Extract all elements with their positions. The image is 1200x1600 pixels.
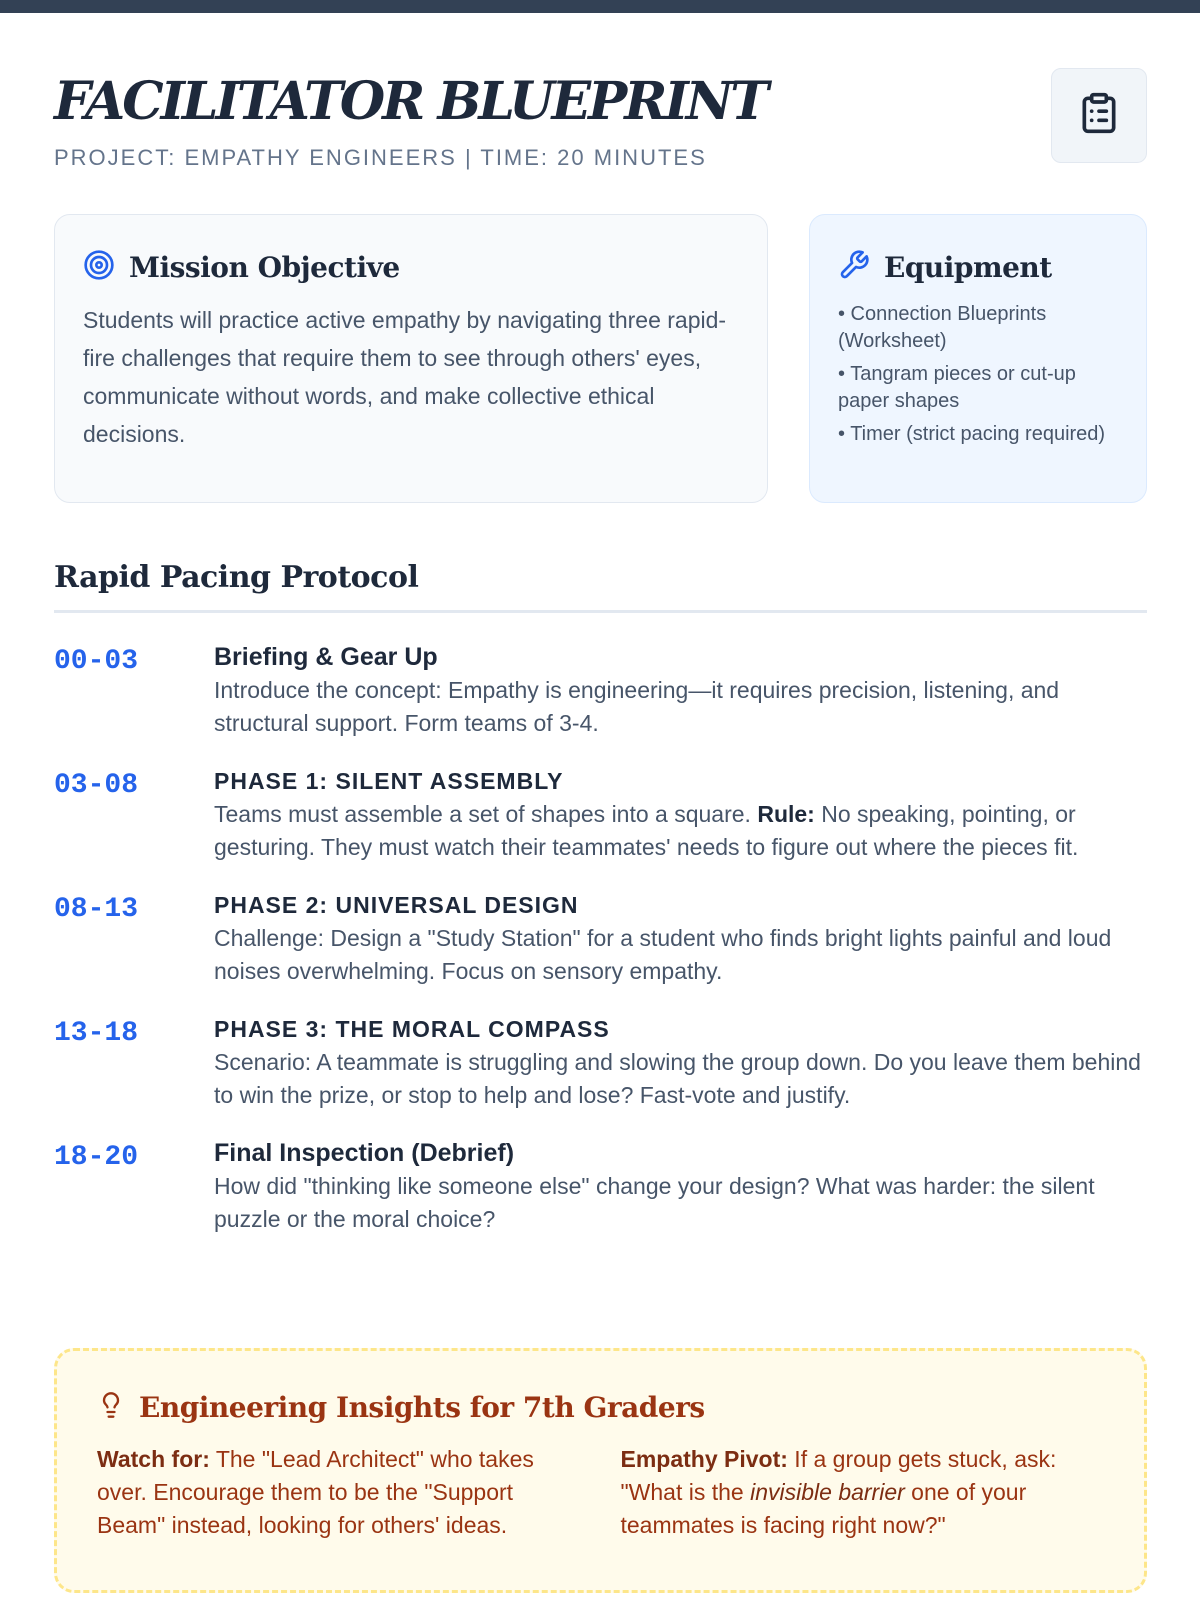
insight-watch-for — [97, 1443, 581, 1542]
equipment-title: Equipment — [884, 250, 1052, 284]
step-desc-text: Teams must assemble a set of shapes into a square. — [214, 801, 758, 827]
section-divider — [54, 610, 1147, 613]
protocol-title: Rapid Pacing Protocol — [54, 560, 419, 595]
insight-empathy-pivot — [621, 1443, 1105, 1542]
step-time: 00-03 — [54, 646, 139, 677]
insight-text: The "Lead Architect" who takes over. Encourage them to be the "Support Beam" instead, looking for others' ideas. — [97, 1446, 534, 1538]
timeline-step — [54, 640, 1147, 740]
step-title: PHASE 1: SILENT ASSEMBLY — [214, 768, 564, 794]
lightbulb-icon — [97, 1387, 125, 1428]
step-title: Final Inspection (Debrief) — [214, 1139, 515, 1167]
timeline-step — [54, 764, 1147, 864]
step-title: Briefing & Gear Up — [214, 643, 438, 671]
step-time: 03-08 — [54, 770, 139, 801]
page-header — [54, 70, 1147, 180]
insights-title: Engineering Insights for 7th Graders — [139, 1390, 705, 1424]
equipment-card — [809, 214, 1147, 503]
insight-emphasis: invisible barrier — [750, 1479, 905, 1505]
step-title: PHASE 2: UNIVERSAL DESIGN — [214, 892, 579, 918]
target-icon — [83, 249, 115, 286]
insight-text: one of your teammates is facing right now?" — [620, 1479, 1027, 1538]
step-time: 08-13 — [54, 894, 139, 925]
insight-label: Empathy Pivot: — [620, 1446, 788, 1472]
step-description: Scenario: A teammate is struggling and slowing the group down. Do you leave them behind to win the prize, or stop to help and lose? Fast-vote and justify. — [214, 1049, 1141, 1108]
insight-text: If a group gets stuck, ask: "What is the — [620, 1446, 1057, 1505]
step-time: 18-20 — [54, 1142, 139, 1173]
clipboard-icon — [1077, 88, 1121, 143]
equipment-item: • Connection Blueprints (Worksheet) — [838, 303, 1047, 352]
step-title: PHASE 3: THE MORAL COMPASS — [214, 1016, 610, 1042]
mission-objective-card — [54, 214, 768, 503]
step-description: How did "thinking like someone else" change your design? What was harder: the silent puzzle or the moral choice? — [214, 1173, 1095, 1232]
equipment-item: • Timer (strict pacing required) — [838, 423, 1106, 445]
equipment-list — [838, 301, 1120, 448]
timeline-step — [54, 888, 1147, 988]
step-description — [214, 798, 1147, 864]
wrench-icon — [838, 249, 870, 286]
page-title: FACILITATOR BLUEPRINT — [54, 71, 766, 132]
timeline-step — [54, 1136, 1147, 1236]
pacing-timeline — [54, 640, 1147, 1260]
step-desc-text: No speaking, pointing, or gesturing. They must watch their teammates' needs to figure out where the pieces fit. — [214, 801, 1079, 860]
step-description: Challenge: Design a "Study Station" for a student who finds bright lights painful and loud noises overwhelming. Focus on sensory empathy. — [214, 925, 1112, 984]
mission-title: Mission Objective — [129, 250, 400, 284]
insight-label: Watch for: — [97, 1446, 210, 1472]
step-time: 13-18 — [54, 1018, 139, 1049]
mission-text: Students will practice active empathy by navigating three rapid-fire challenges that require them to see through others' eyes, communicate without words, and make collective ethical decisions. — [83, 307, 727, 447]
step-description: Introduce the concept: Empathy is engineering—it requires precision, listening, and structural support. Form teams of 3-4. — [214, 677, 1060, 736]
top-accent-bar — [0, 0, 1200, 13]
equipment-item: • Tangram pieces or cut-up paper shapes — [838, 363, 1076, 412]
page-subtitle: PROJECT: EMPATHY ENGINEERS | TIME: 20 MINUTES — [54, 145, 707, 170]
rule-label: Rule: — [757, 801, 815, 827]
timeline-step — [54, 1012, 1147, 1112]
insights-callout — [54, 1348, 1147, 1593]
clipboard-button[interactable] — [1051, 68, 1147, 163]
